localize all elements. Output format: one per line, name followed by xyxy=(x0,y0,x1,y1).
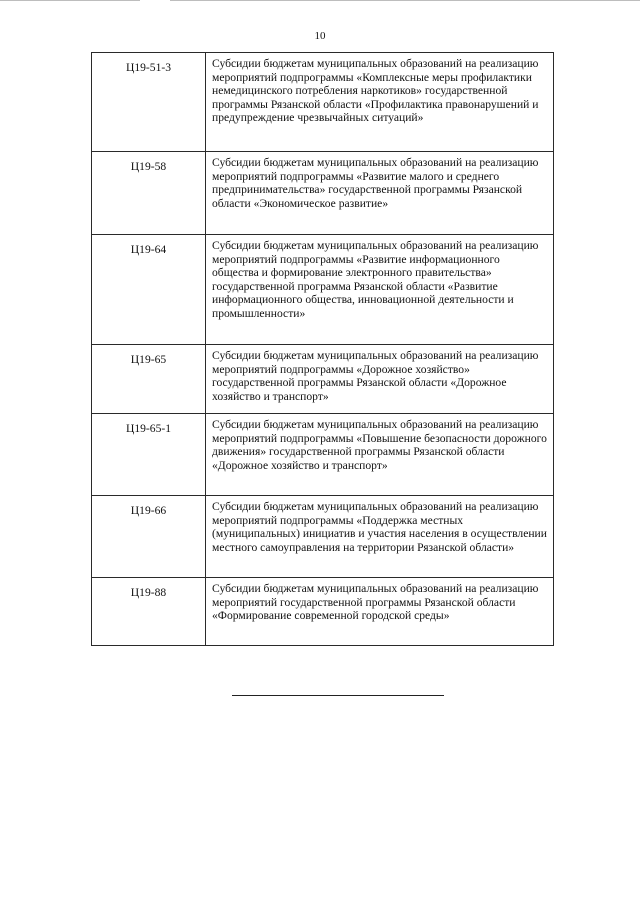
table-row xyxy=(92,235,554,345)
table-row xyxy=(92,496,554,578)
subsidy-description: Субсидии бюджетам муниципальных образований на реализацию мероприятий подпрограммы «Повышение безопасности дорожного движения» государственной программы Рязанской области «Дорожное хозяйство и транспорт» xyxy=(206,414,554,496)
subsidy-description: Субсидии бюджетам муниципальных образований на реализацию мероприятий подпрограммы «Комплексные меры профилактики немедицинского потребления наркотиков» государственной программы Рязанской области «Профилактика правонарушений и предупреждение чрезвычайных ситуаций» xyxy=(206,53,554,152)
budget-code: Ц19-64 xyxy=(92,235,206,345)
table-row xyxy=(92,152,554,235)
scan-edge-line-right xyxy=(170,0,640,1)
end-of-document-rule xyxy=(232,695,444,696)
scan-edge-line-left xyxy=(0,0,140,1)
table-row xyxy=(92,345,554,414)
table-row xyxy=(92,53,554,152)
budget-code: Ц19-66 xyxy=(92,496,206,578)
budget-code: Ц19-88 xyxy=(92,578,206,646)
table-row xyxy=(92,414,554,496)
budget-code: Ц19-58 xyxy=(92,152,206,235)
budget-code: Ц19-65-1 xyxy=(92,414,206,496)
subsidy-description: Субсидии бюджетам муниципальных образований на реализацию мероприятий подпрограммы «Поддержка местных (муниципальных) инициатив и участия населения в осуществлении местного самоуправления на территории Рязанской области» xyxy=(206,496,554,578)
subsidy-description: Субсидии бюджетам муниципальных образований на реализацию мероприятий подпрограммы «Развитие информационного общества и формирование электронного правительства» государственной программа Рязанской области «Развитие информационного общества, инновационной деятельности и промышленности» xyxy=(206,235,554,345)
table-row xyxy=(92,578,554,646)
page-number: 10 xyxy=(314,30,326,42)
subsidy-description: Субсидии бюджетам муниципальных образований на реализацию мероприятий подпрограммы «Дорожное хозяйство» государственной программы Рязанской области «Дорожное хозяйство и транспорт» xyxy=(206,345,554,414)
subsidy-description: Субсидии бюджетам муниципальных образований на реализацию мероприятий государственной программы Рязанской области «Формирование современной городской среды» xyxy=(206,578,554,646)
budget-code: Ц19-51-3 xyxy=(92,53,206,152)
budget-code: Ц19-65 xyxy=(92,345,206,414)
subsidy-description: Субсидии бюджетам муниципальных образований на реализацию мероприятий подпрограммы «Развитие малого и среднего предпринимательства» государственной программы Рязанской области «Экономическое развитие» xyxy=(206,152,554,235)
budget-codes-table xyxy=(91,52,554,646)
